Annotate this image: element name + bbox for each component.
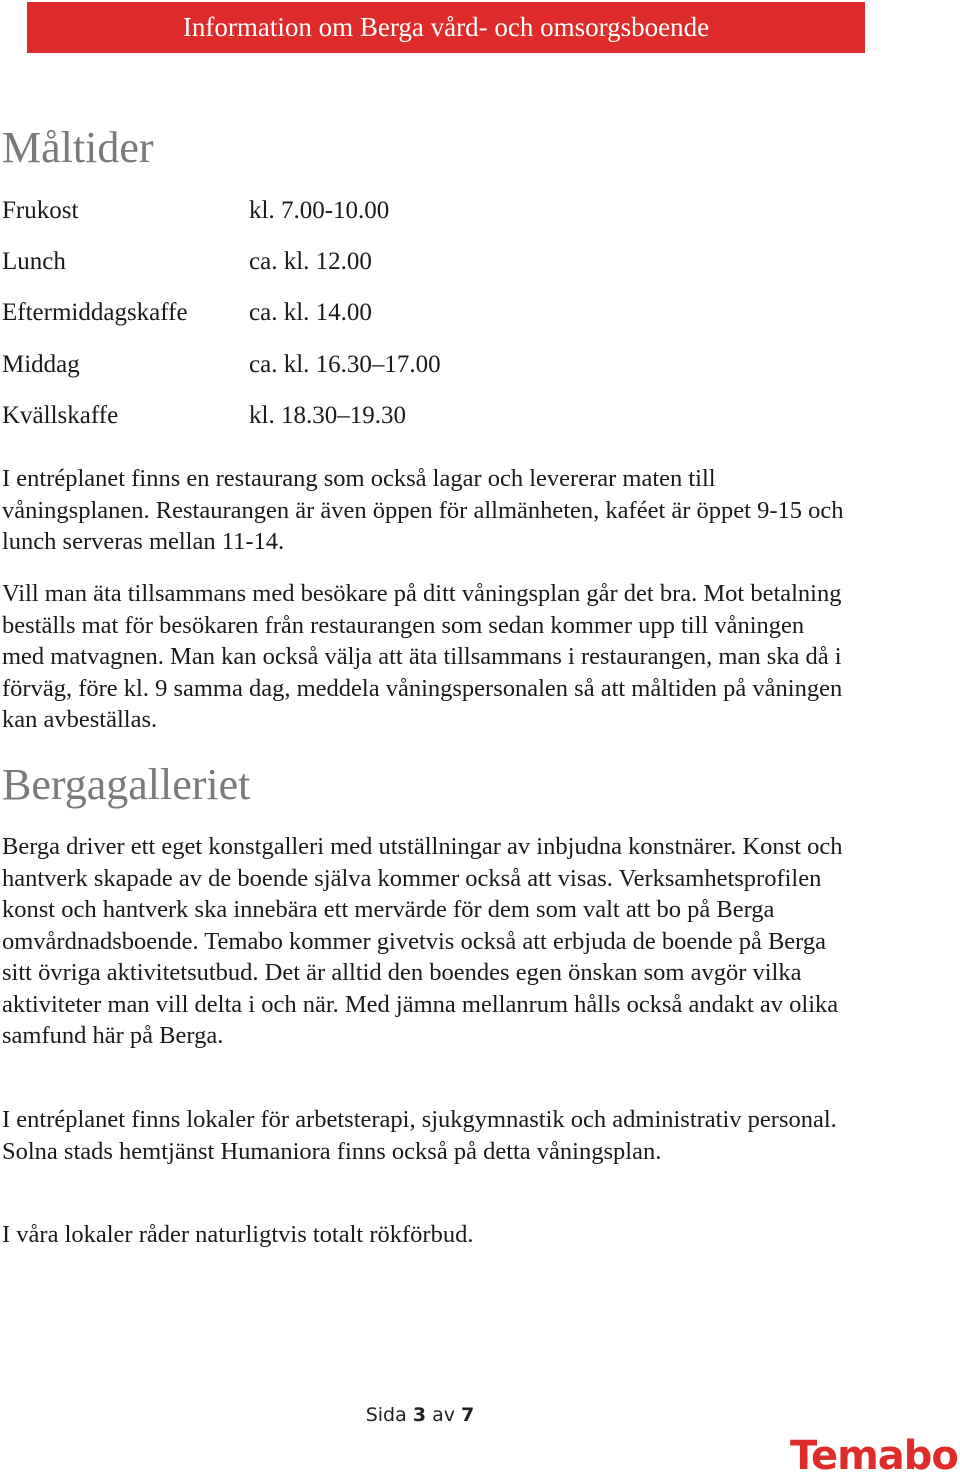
facilities-paragraph: I entréplanet finns lokaler för arbetsterapi, sjukgymnastik och administrativ personal. Solna stads hemtjänst Humaniora finns också på detta våningsplan. [2, 1106, 837, 1165]
page-total: 7 [461, 1404, 475, 1426]
restaurant-paragraph: I entréplanet finns en restaurang som också lagar och levererar maten till våningsplanen. Restaurangen är även öppen för allmänheten, kaféet är öppet 9-15 och lunch serveras mellan 11-14. [2, 465, 844, 555]
meal-time: ca. kl. 16.30–17.00 [249, 351, 441, 378]
meal-name: Frukost [2, 197, 79, 224]
temabo-logo: Temabo [790, 1433, 958, 1479]
meal-time: ca. kl. 12.00 [249, 248, 372, 275]
meal-time: kl. 7.00-10.00 [249, 197, 390, 224]
meals-heading: Måltider [2, 123, 154, 172]
meal-name: Kvällskaffe [2, 402, 119, 429]
gallery-heading: Bergagalleriet [2, 760, 251, 809]
page-indicator [0, 1404, 840, 1426]
header-banner [27, 2, 865, 53]
smoking-paragraph: I våra lokaler råder naturligtvis totalt rökförbud. [2, 1221, 474, 1248]
meal-name: Middag [2, 351, 80, 378]
page-number: 3 [412, 1404, 427, 1426]
meal-time: kl. 18.30–19.30 [249, 402, 406, 429]
meal-name: Lunch [2, 248, 66, 275]
banner-title: Information om Berga vård- och omsorgsboende [182, 12, 710, 42]
of-word: av [432, 1404, 455, 1426]
meal-name: Eftermiddagskaffe [2, 299, 188, 326]
meal-time: ca. kl. 14.00 [249, 299, 372, 326]
gallery-paragraph: Berga driver ett eget konstgalleri med utställningar av inbjudna konstnärer. Konst och hantverk skapade av de boende själva kommer också att visas. Verksamhetsprofilen konst och hantverk ska innebära ett mervärde för dem som valt att bo på Berga omvårdnadsboende. Temabo kommer givetvis också att erbjuda de boende på Berga sitt övriga aktivitetsutbud. Det är alltid den boendes egen önskan som avgör vilka aktiviteter man vill delta i och när. Med jämna mellanrum hålls också andakt av olika samfund här på Berga. [2, 833, 843, 1049]
visitor-meal-paragraph: Vill man äta tillsammans med besökare på ditt våningsplan går det bra. Mot betalning beställs mat för besökaren från restaurangen som sedan kommer upp till våningen med matvagnen. Man kan också välja att äta tillsammans i restaurangen, man ska då i förväg, före kl. 9 samma dag, meddela våningspersonalen så att måltiden på våningen kan avbeställas. [2, 580, 843, 733]
page-word: Sida [365, 1404, 407, 1426]
